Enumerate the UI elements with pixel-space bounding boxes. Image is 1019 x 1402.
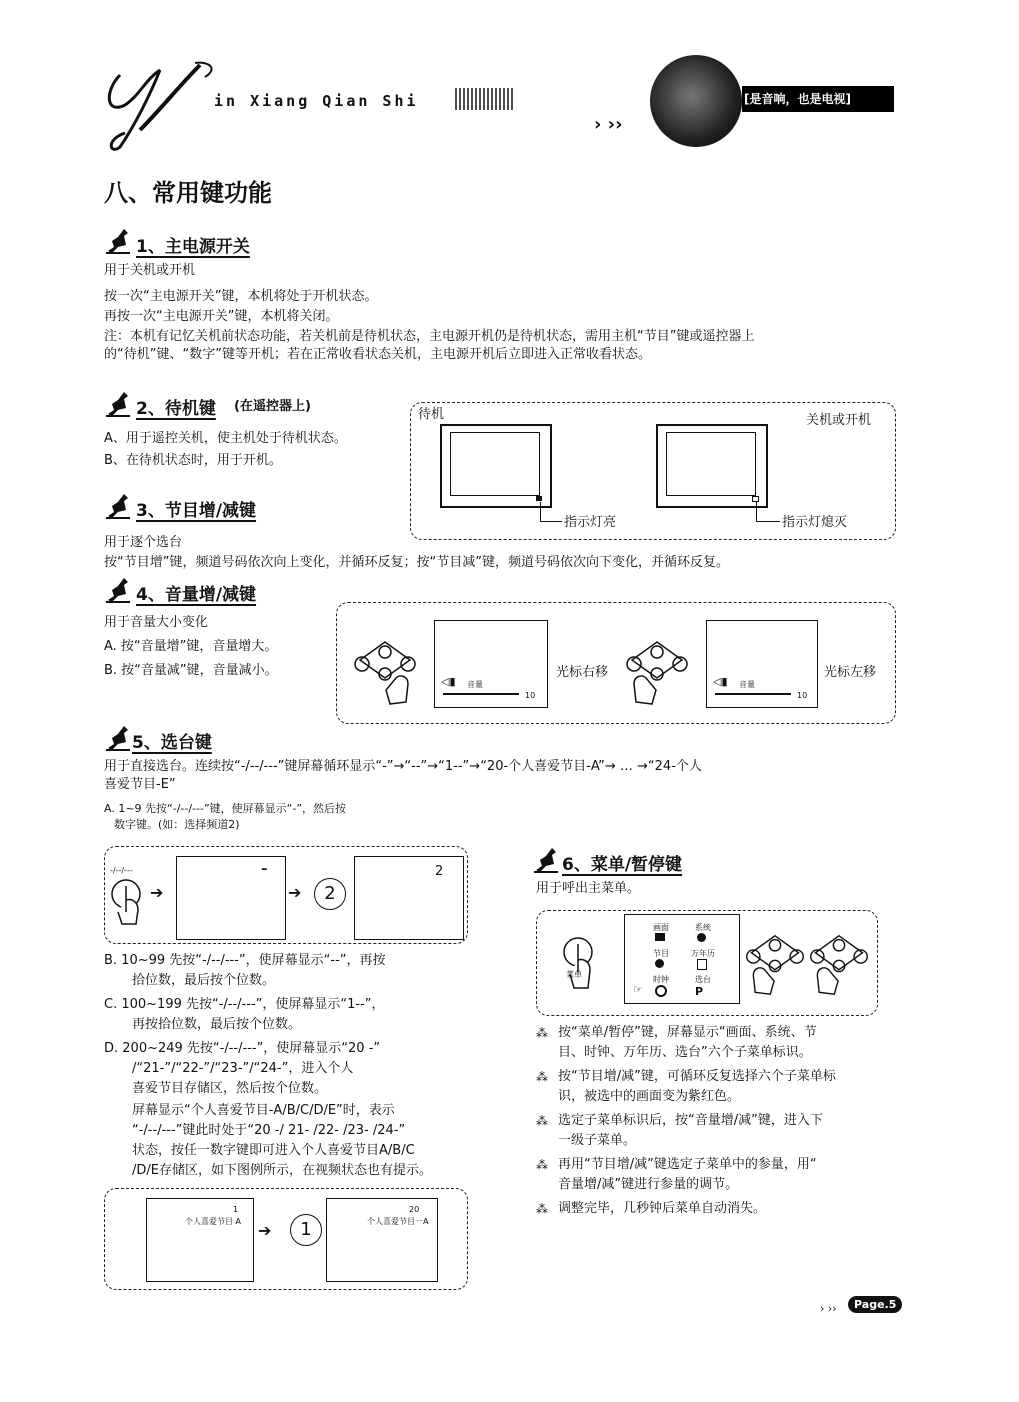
s6-bullet-4-b: 音量增/减”键进行参量的调节。 xyxy=(558,1177,739,1192)
remote-pad-icon xyxy=(742,932,808,998)
arrow-right-icon: ➔ xyxy=(288,883,302,902)
cap-indicator-off: 指示灯熄灭 xyxy=(782,515,848,530)
s5-a-1: A. 1~9 先按“-/--/---”键，使屏幕显示“-”，然后按 xyxy=(104,802,347,815)
volume-label-2: 音量 xyxy=(739,680,755,689)
s5-b-2: 拾位数，最后按个位数。 xyxy=(132,973,276,988)
volume-screen-2 xyxy=(706,620,818,708)
fig1-key-label: -/--/--- xyxy=(110,866,133,875)
menu-item-program: 节目 xyxy=(653,949,669,958)
menu-item-system: 系统 xyxy=(695,923,711,932)
s6-bullet-4-a: 再用“节目增/减”键选定子菜单中的参量，用“ xyxy=(558,1157,817,1172)
digit-key: 1 xyxy=(290,1214,322,1246)
remote-pad-icon xyxy=(622,638,692,708)
cap-cursor-right: 光标右移 xyxy=(556,665,609,680)
favorite-screen-1 xyxy=(146,1198,254,1282)
program-icon xyxy=(655,959,664,968)
tv-off xyxy=(656,424,768,508)
digit-key: 2 xyxy=(314,878,346,910)
bullet-icon: ⁂ xyxy=(536,1114,548,1128)
kangaroo-icon xyxy=(104,576,132,604)
s6-bullet-1-b: 目、时钟、万年历、选台”六个子菜单标识。 xyxy=(558,1045,812,1060)
bullet-icon: ⁂ xyxy=(536,1026,548,1040)
tv-standby xyxy=(440,424,552,508)
bullet-icon: ⁂ xyxy=(536,1202,548,1216)
volume-label-1: 音量 xyxy=(467,680,483,689)
s5-c-2: 再按拾位数，最后按个位数。 xyxy=(132,1017,302,1032)
s5-d-2: /“21-”/“22-”/“23-”/“24-”，进入个人 xyxy=(132,1061,354,1076)
remote-pad-icon xyxy=(350,638,420,708)
menu-item-calendar: 万年历 xyxy=(691,949,715,958)
fav-channel-1: 1 xyxy=(233,1205,239,1214)
s5-d-3: 喜爱节目存储区，然后按个位数。 xyxy=(132,1081,328,1096)
s4-heading: 4、音量增/减键 xyxy=(136,585,257,605)
bullet-icon: ⁂ xyxy=(536,1158,548,1172)
s5-heading: 5、选台键 xyxy=(132,733,212,753)
s2-item-b: B、在待机状态时，用于开机。 xyxy=(104,453,282,468)
channel-screen-2 xyxy=(354,856,464,940)
channel-dash: – xyxy=(261,862,268,877)
arrow-right-icon: ➔ xyxy=(150,883,164,902)
header-brand: in Xiang Qian Shi xyxy=(214,92,419,110)
remote-pad-icon xyxy=(806,932,872,998)
s5-b-1: B. 10~99 先按“-/--/---”，使屏幕显示“--”，再按 xyxy=(104,953,386,968)
picture-icon xyxy=(655,933,665,941)
header-disc xyxy=(650,55,742,147)
speaker-icon: ◁▮ xyxy=(441,675,456,688)
s5-d-5: “-/--/---”键此时处于“20 -/ 21- /22- /23- /24-” xyxy=(132,1123,406,1138)
calendar-icon xyxy=(697,959,707,970)
s5-c-1: C. 100~199 先按“-/--/---”，使屏幕显示“1--”， xyxy=(104,997,385,1012)
s1-sub: 用于关机或开机 xyxy=(104,263,196,278)
menu-item-picture: 画面 xyxy=(653,923,669,932)
s5-d-6: 状态，按任一数字键即可进入个人喜爱节目A/B/C xyxy=(132,1143,415,1158)
s5-d-1: D. 200~249 先按“-/--/---”，使屏幕显示“20 -” xyxy=(104,1041,381,1056)
s5-d-7: /D/E存储区，如下图例所示，在视频状态也有提示。 xyxy=(132,1163,432,1178)
s5-line-2: 喜爱节目-E” xyxy=(104,777,176,792)
volume-value-2: 10 xyxy=(797,691,808,700)
kangaroo-icon xyxy=(104,724,132,752)
fav-label-1: 个人喜爱节目 A xyxy=(185,1217,242,1226)
s6-bullet-5-a: 调整完毕，几秒钟后菜单自动消失。 xyxy=(558,1201,767,1216)
s2-item-a: A、用于遥控关机，使主机处于待机状态。 xyxy=(104,431,347,446)
page-title: 八、常用键功能 xyxy=(104,179,272,207)
arrow-right-icon: ➔ xyxy=(258,1221,272,1240)
bullet-icon: ⁂ xyxy=(536,1070,548,1084)
standby-fig-left-label: 待机 xyxy=(418,407,445,422)
s4-sub: 用于音量大小变化 xyxy=(104,615,209,630)
kangaroo-icon xyxy=(532,846,560,874)
hand-press-icon xyxy=(108,876,152,928)
s4-item-b: B. 按“音量减”键，音量减小。 xyxy=(104,663,278,678)
logo-y-icon xyxy=(100,55,220,155)
s6-bullet-2-b: 识，被选中的画面变为紫红色。 xyxy=(558,1089,741,1104)
pointer-icon: ☞ xyxy=(633,983,643,996)
volume-bar-2 xyxy=(715,693,791,695)
menu-screen xyxy=(624,914,740,1004)
standby-fig-right-label: 关机或开机 xyxy=(806,413,872,428)
speaker-icon: ◁▮ xyxy=(713,675,728,688)
volume-bar-1 xyxy=(443,693,519,695)
s1-line-4: 的“待机”键、“数字”键等开机；若在正常收看状态关机，主电源开机后立即进入正常收看状态。 xyxy=(104,347,651,362)
s2-heading-note: (在遥控器上) xyxy=(234,399,311,414)
fav-channel-2: 20 xyxy=(409,1205,420,1214)
s1-heading: 1、主电源开关 xyxy=(136,237,250,257)
s6-bullet-2-a: 按“节目增/减”键，可循环反复选择六个子菜单标 xyxy=(558,1069,836,1084)
header-slogan: [是音响，也是电视] xyxy=(744,92,851,106)
fav-label-2: 个人喜爱节目一A xyxy=(367,1217,429,1226)
volume-screen-1 xyxy=(434,620,548,708)
s1-line-1: 按一次“主电源开关”键，本机将处于开机状态。 xyxy=(104,289,378,304)
kangaroo-icon xyxy=(104,492,132,520)
s5-a-2: 数字键。(如：选择频道2) xyxy=(114,818,240,831)
s3-line-1: 按“节目增”键，频道号码依次向上变化，并循环反复；按“节目减”键，频道号码依次向下变化，并循环反复。 xyxy=(104,555,729,570)
s6-bullet-1-a: 按“菜单/暂停”键，屏幕显示“画面、系统、节 xyxy=(558,1025,817,1040)
cap-cursor-left: 光标左移 xyxy=(824,665,877,680)
s6-bullet-3-a: 选定子菜单标识后，按“音量增/减”键，进入下 xyxy=(558,1113,823,1128)
indicator-light-on xyxy=(536,496,542,501)
s5-d-4: 屏幕显示“个人喜爱节目-A/B/C/D/E”时，表示 xyxy=(132,1103,395,1118)
header-noise-strip xyxy=(455,88,515,110)
s4-item-a: A. 按“音量增”键，音量增大。 xyxy=(104,639,278,654)
menu-item-clock: 时钟 xyxy=(653,975,669,984)
s1-line-2: 再按一次“主电源开关”键，本机将关闭。 xyxy=(104,309,339,324)
system-icon xyxy=(697,933,706,942)
kangaroo-icon xyxy=(104,390,132,418)
clock-icon xyxy=(655,985,667,997)
header-arrows: › ›› xyxy=(594,114,623,135)
s6-sub: 用于呼出主菜单。 xyxy=(536,881,641,896)
s1-line-3: 注：本机有记忆关机前状态功能，若关机前是待机状态，主电源开机仍是待机状态，需用主机“节目”键或遥控器上 xyxy=(104,329,755,344)
tuning-icon: P xyxy=(695,985,704,998)
s5-line-1: 用于直接选台。连续按“-/--/---”键屏幕循环显示“-”→“--”→“1--”→“20-个人喜爱节目-A”→ … →“24-个人 xyxy=(104,759,702,774)
s3-sub: 用于逐个选台 xyxy=(104,535,183,550)
menu-item-tuning: 选台 xyxy=(695,975,711,984)
volume-value-1: 10 xyxy=(525,691,536,700)
channel-screen-1 xyxy=(176,856,286,940)
s3-heading: 3、节目增/减键 xyxy=(136,501,257,521)
header-logo xyxy=(100,55,220,155)
footer-arrows: › ›› xyxy=(820,1302,837,1315)
menu-press-label: 菜单 xyxy=(566,970,582,979)
kangaroo-icon xyxy=(104,227,132,255)
page-number: Page.5 xyxy=(848,1296,902,1313)
s2-heading: 2、待机键 xyxy=(136,399,216,419)
channel-number: 2 xyxy=(435,864,444,879)
s6-bullet-3-b: 一级子菜单。 xyxy=(558,1133,637,1148)
s6-heading: 6、菜单/暂停键 xyxy=(562,855,683,875)
cap-indicator-on: 指示灯亮 xyxy=(564,515,617,530)
favorite-screen-2 xyxy=(326,1198,438,1282)
